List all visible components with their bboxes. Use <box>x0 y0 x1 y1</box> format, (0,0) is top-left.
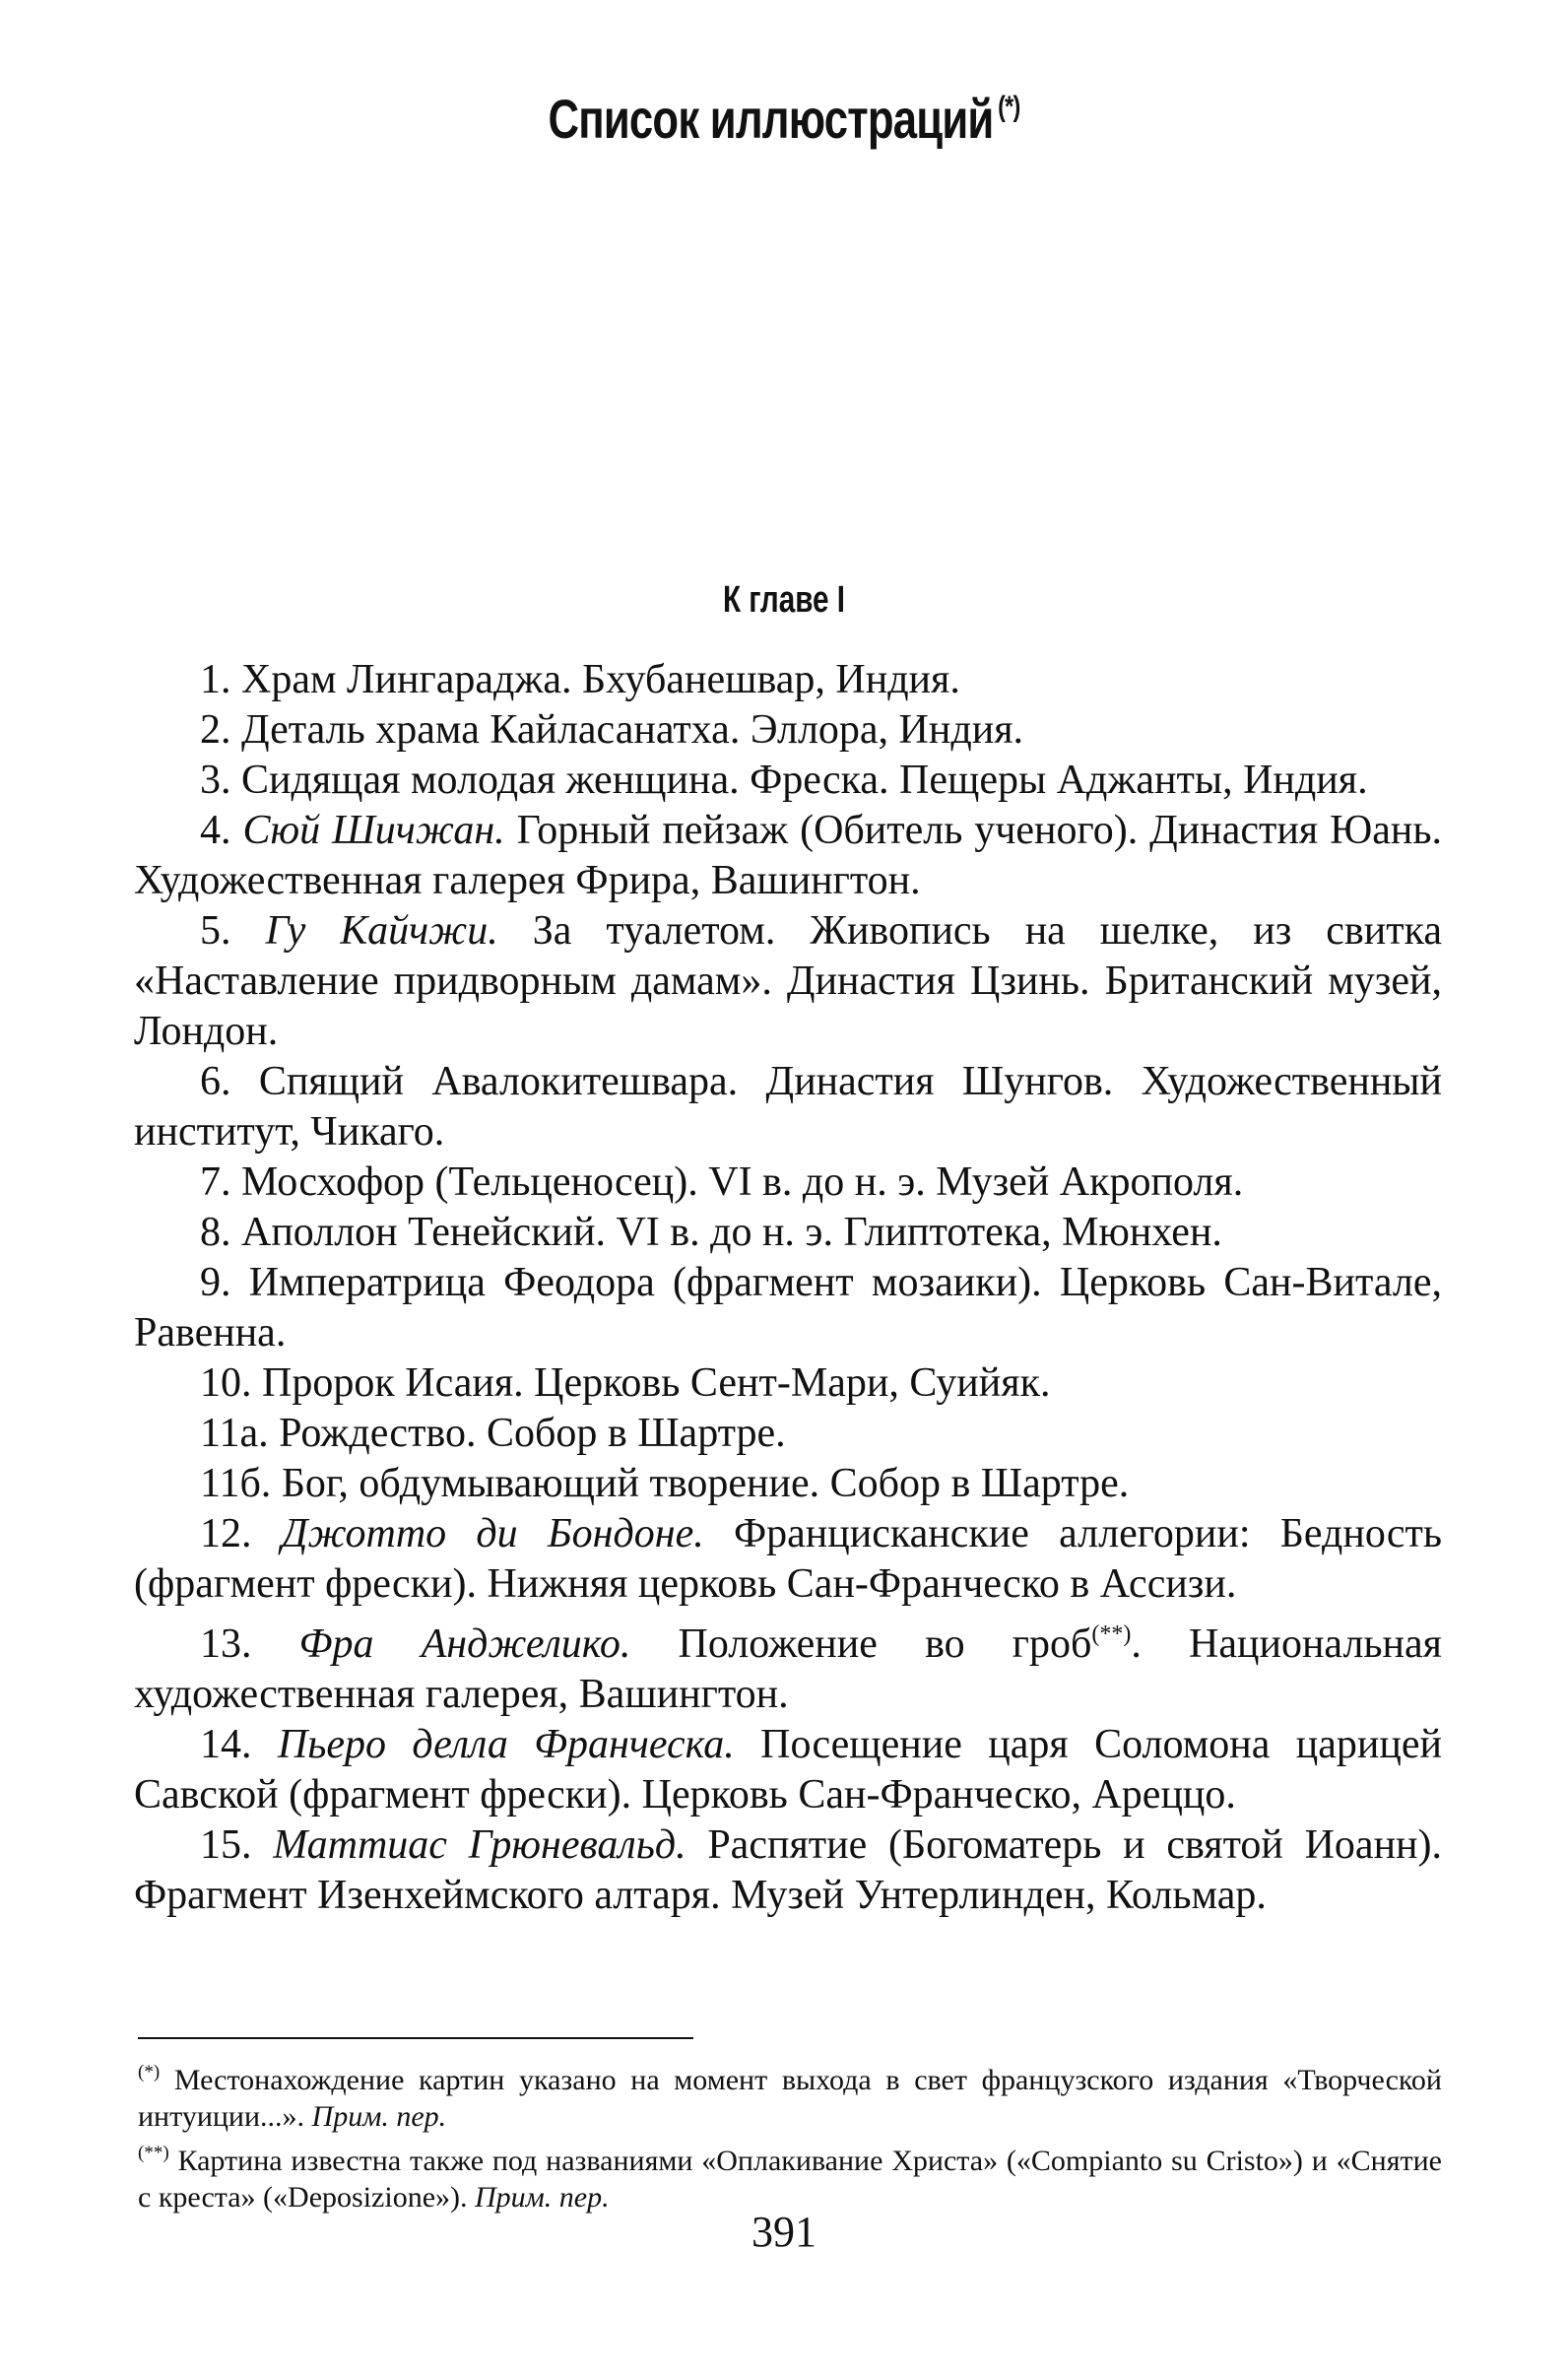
footnote-divider <box>138 2037 693 2039</box>
footnote-reference: (**) <box>1091 1621 1132 1647</box>
list-item: 10. Пророк Исаия. Церковь Сент-Мари, Суийяк. <box>200 1360 1051 1406</box>
translator-note: Прим. пер. <box>311 2100 447 2133</box>
page-number: 391 <box>751 2208 817 2256</box>
artist-name: Пьеро делла Франческа. <box>277 1722 735 1767</box>
list-item: 12. Джотто ди Бондоне. Францисканские аллегории: Бедность (фрагмент фрески). Нижняя церковь Сан-Франческо в Ассизи. <box>134 1511 1443 1607</box>
list-item: 5. Гу Кайчжи. За туалетом. Живопись на шелке, из свитка «Наставление придворным дамам». Династия Цзинь. Британский музей, Лондон. <box>134 908 1443 1054</box>
title-footnote-mark: (*) <box>998 91 1020 123</box>
list-item: 4. Сюй Шичжан. Горный пейзаж (Обитель ученого). Династия Юань. Художественная галерея Фрира, Вашингтон. <box>134 808 1443 903</box>
list-item: 13. Фра Анджелико. Положение во гроб(**). Национальная художественная галерея, Вашингтон. <box>134 1621 1442 1717</box>
footnotes <box>138 2054 1442 2215</box>
translator-note: Прим. пер. <box>475 2181 610 2214</box>
footnote-mark: (**) <box>138 2143 169 2163</box>
list-item: 2. Деталь храма Кайласанатха. Эллора, Индия. <box>200 707 1024 753</box>
list-item: 1. Храм Лингараджа. Бхубанешвар, Индия. <box>200 657 960 702</box>
page-title <box>172 87 1396 151</box>
chapter-heading: К главе I <box>722 579 846 621</box>
list-item: 7. Мосхофор (Тельценосец). VI в. до н. э. Музей Акрополя. <box>200 1159 1244 1205</box>
artist-name: Маттиас Грюневальд. <box>273 1822 686 1868</box>
list-item: 9. Императрица Феодора (фрагмент мозаики). Церковь Сан-Витале, Равенна. <box>134 1260 1442 1355</box>
list-item: 11б. Бог, обдумывающий творение. Собор в Шартре. <box>200 1461 1130 1506</box>
list-item: 14. Пьеро делла Франческа. Посещение царя Соломона царицей Савской (фрагмент фрески). Церковь Сан-Франческо, Ареццо. <box>134 1722 1442 1818</box>
footnote: (*) Местонахождение картин указано на момент выхода в свет французского издания «Творческой интуиции...». Прим. пер. <box>138 2062 1442 2133</box>
list-item: 8. Аполлон Тенейский. VI в. до н. э. Глиптотека, Мюнхен. <box>200 1210 1222 1255</box>
list-item: 6. Спящий Авалокитешвара. Династия Шунгов. Художественный институт, Чикаго. <box>134 1059 1442 1155</box>
list-item: 11а. Рождество. Собор в Шартре. <box>200 1411 786 1456</box>
artist-name: Джотто ди Бондоне. <box>281 1511 704 1556</box>
list-item: 15. Маттиас Грюневальд. Распятие (Богоматерь и святой Иоанн). Фрагмент Изенхеймского алтаря. Музей Унтерлинден, Кольмар. <box>134 1822 1443 1918</box>
footnote-mark: (*) <box>138 2062 161 2082</box>
artist-name: Фра Анджелико. <box>298 1621 631 1667</box>
title-text: Список иллюстраций <box>548 88 994 150</box>
artist-name: Гу Кайчжи. <box>265 908 498 954</box>
list-item: 3. Сидящая молодая женщина. Фреска. Пещеры Аджанты, Индия. <box>200 758 1368 803</box>
footnote: (**) Картина известна также под названиями «Оплакивание Христа» («Compianto su Cristo») и «Снятие с креста» («Deposizione»). Прим. пер. <box>138 2143 1442 2214</box>
illustration-list <box>134 655 1442 1921</box>
artist-name: Сюй Шичжан. <box>242 808 505 853</box>
